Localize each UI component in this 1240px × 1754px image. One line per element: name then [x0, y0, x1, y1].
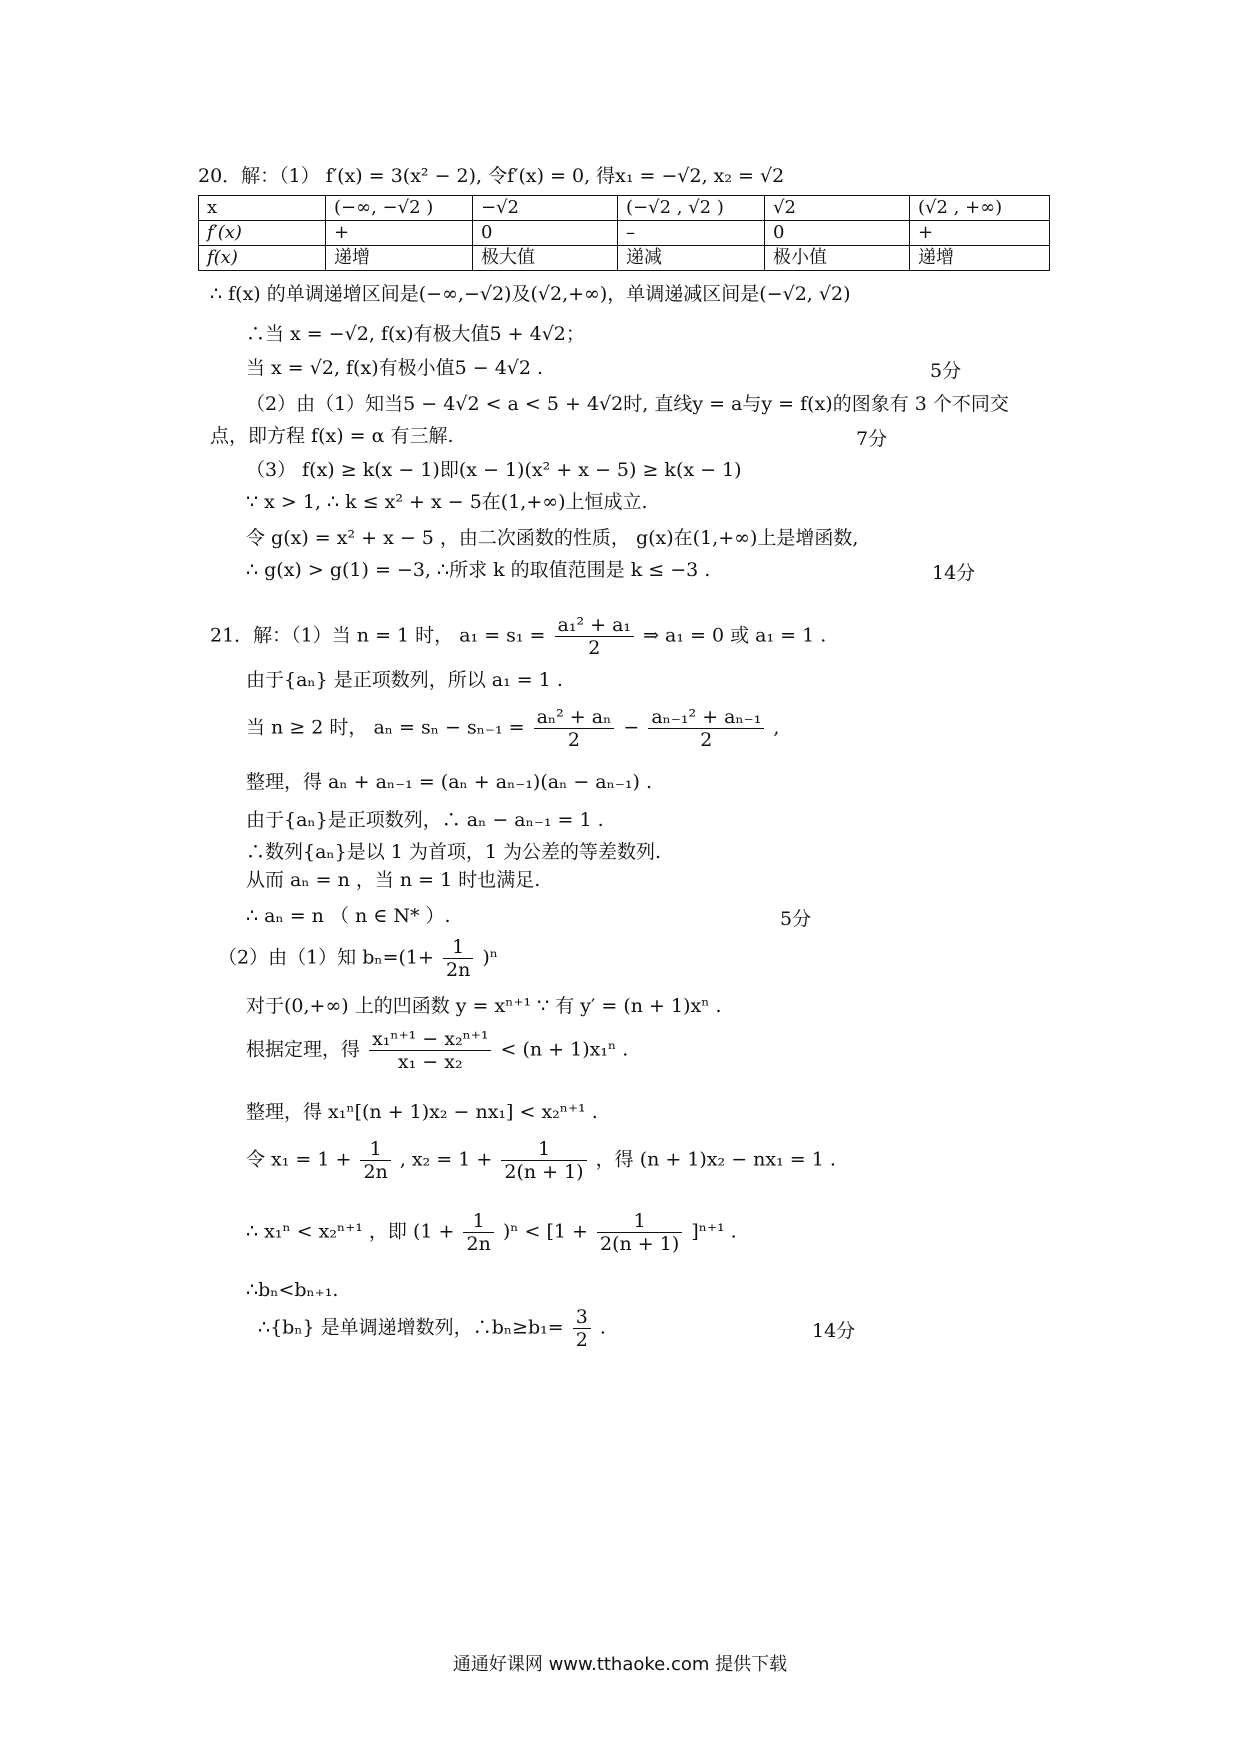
- q21-line14-a: ∴ x₁ⁿ < x₂ⁿ⁺¹ ，即: [246, 1220, 407, 1243]
- table-cell: +: [910, 221, 1050, 246]
- q21-line14: [246, 1210, 737, 1255]
- fraction-num: 3: [573, 1306, 591, 1329]
- fraction-den: 2(n + 1): [600, 1233, 680, 1255]
- q21-line11-a: 根据定理，得: [246, 1038, 361, 1061]
- q20-monotonic-intervals: ∴ f(x) 的单调递增区间是(−∞,−√2)及(√2,+∞)，单调递减区间是(−√2, √2): [210, 283, 851, 305]
- fraction-den: x₁ − x₂: [397, 1051, 463, 1073]
- q20-min-value: 当 x = √2, f(x)有极小值5 − 4√2 .: [246, 357, 544, 379]
- table-cell: –: [618, 221, 765, 246]
- q21-line1-a: 21．解：（1）当 n = 1 时， a₁ = s₁ =: [210, 624, 546, 647]
- fraction: [443, 936, 473, 981]
- q20-part3-line4: ∴ g(x) > g(1) = −3, ∴所求 k 的取值范围是 k ≤ −3 .: [246, 559, 711, 581]
- fraction-num: x₁ⁿ⁺¹ − x₂ⁿ⁺¹: [369, 1028, 491, 1051]
- table-cell: 0: [473, 221, 618, 246]
- q21-line1-b: ⇒ a₁ = 0 或 a₁ = 1 .: [643, 624, 827, 647]
- q21-line7: 从而 aₙ = n ，当 n = 1 时也满足.: [246, 869, 541, 891]
- q21-line3-a: 当 n ≥ 2 时， aₙ = sₙ − sₙ₋₁ =: [246, 716, 525, 739]
- q21-line9: [218, 936, 498, 981]
- q21-line11-b: < (n + 1)x₁ⁿ .: [500, 1038, 629, 1061]
- fraction-num: 1: [597, 1210, 682, 1233]
- q21-line16-b: .: [599, 1316, 606, 1339]
- fraction: [555, 614, 635, 659]
- table-cell: 递增: [326, 246, 473, 271]
- q21-line14-c: )ⁿ <: [502, 1220, 541, 1243]
- q21-score-2: 14分: [812, 1320, 856, 1342]
- q21-line2: 由于{aₙ} 是正项数列，所以 a₁ = 1 .: [246, 669, 563, 691]
- q21-line13: [246, 1138, 836, 1183]
- fraction: [360, 1138, 390, 1183]
- q20-part3-line2: ∵ x > 1, ∴ k ≤ x² + x − 5在(1,+∞)上恒成立.: [246, 491, 648, 513]
- q21-line11: [246, 1028, 628, 1073]
- q21-line10: 对于(0,+∞) 上的凹函数 y = xⁿ⁺¹ ∵ 有 y′ = (n + 1)xⁿ .: [246, 995, 722, 1017]
- q21-line3: [246, 706, 779, 751]
- q21-score-1: 5分: [780, 908, 812, 930]
- q21-line13-b: , x₂ = 1 +: [399, 1148, 493, 1171]
- q21-line14-d: [1 +: [546, 1220, 588, 1243]
- q21-line13-a: 令 x₁ = 1 +: [246, 1148, 352, 1171]
- q21-line6: ∴数列{aₙ}是以 1 为首项，1 为公差的等差数列.: [246, 841, 662, 863]
- fraction-num: 1: [463, 1210, 493, 1233]
- fraction: [534, 706, 615, 751]
- table-cell: (−∞, −√2 ): [326, 196, 473, 221]
- table-cell: f′(x): [199, 221, 326, 246]
- q21-line15: ∴bₙ<bₙ₊₁.: [246, 1279, 339, 1301]
- fraction: [597, 1210, 682, 1255]
- table-cell: √2: [765, 196, 910, 221]
- table-row-x: [199, 196, 1050, 221]
- fraction-num: 1: [443, 936, 473, 959]
- fraction-den: 2(n + 1): [504, 1161, 584, 1183]
- q21-line9-a: （2）由（1）知 bₙ=(1+: [218, 946, 434, 969]
- table-cell: x: [199, 196, 326, 221]
- q20-score-3: 14分: [932, 562, 976, 584]
- q21-line12: 整理，得 x₁ⁿ[(n + 1)x₂ − nx₁] < x₂ⁿ⁺¹ .: [246, 1101, 598, 1123]
- q20-score-2: 7分: [856, 428, 888, 450]
- fraction-den: 2: [575, 1329, 588, 1351]
- q20-score-1: 5分: [930, 360, 962, 382]
- q21-line13-c: ，得 (n + 1)x₂ − nx₁ = 1 .: [595, 1148, 836, 1171]
- q20-header: 20．解：（1） f′(x) = 3(x² − 2), 令f′(x) = 0, 得x₁ = −√2, x₂ = √2: [198, 165, 785, 187]
- q21-line14-e: ]ⁿ⁺¹ .: [691, 1220, 737, 1243]
- fraction-num: a₁² + a₁: [555, 614, 635, 637]
- q20-part3-line3: 令 g(x) = x² + x − 5 ，由二次函数的性质， g(x)在(1,+∞)上是增函数,: [246, 527, 859, 549]
- fraction-den: 2: [588, 637, 601, 659]
- fraction-den: 2n: [446, 959, 471, 981]
- q21-line8: ∴ aₙ = n （ n ∈ N* ）.: [246, 905, 451, 927]
- fraction-den: 2: [700, 729, 713, 751]
- fraction-num: 1: [360, 1138, 390, 1161]
- q20-part2-line1: （2）由（1）知当5 − 4√2 < a < 5 + 4√2时, 直线y = a与y = f(x)的图象有 3 个不同交: [246, 393, 1009, 415]
- fraction-den: 2: [567, 729, 580, 751]
- table-cell: −√2: [473, 196, 618, 221]
- q21-line9-b: )ⁿ: [482, 946, 499, 969]
- table-cell: 极大值: [473, 246, 618, 271]
- table-cell: 递减: [618, 246, 765, 271]
- table-cell: 0: [765, 221, 910, 246]
- fraction: [648, 706, 764, 751]
- fraction-num: 1: [501, 1138, 586, 1161]
- table-cell: (√2 , +∞): [910, 196, 1050, 221]
- minus-sign: −: [623, 716, 640, 739]
- q21-line1: [210, 614, 826, 659]
- fraction: [573, 1306, 591, 1351]
- table-cell: f(x): [199, 246, 326, 271]
- fraction: [463, 1210, 493, 1255]
- q20-part3-line1: （3） f(x) ≥ k(x − 1)即(x − 1)(x² + x − 5) ≥ k(x − 1): [246, 459, 742, 481]
- q20-part2-line2: 点，即方程 f(x) = α 有三解.: [210, 425, 454, 447]
- fraction-den: 2n: [363, 1161, 388, 1183]
- fraction: [369, 1028, 491, 1073]
- table-cell: +: [326, 221, 473, 246]
- q20-max-value: ∴当 x = −√2, f(x)有极大值5 + 4√2；: [246, 323, 585, 345]
- table-row-derivative: [199, 221, 1050, 246]
- footer-source: 通通好课网 www.tthaoke.com 提供下载: [452, 1654, 788, 1675]
- table-row-function: [199, 246, 1050, 271]
- comma: ,: [773, 716, 780, 739]
- table-cell: (−√2 , √2 ): [618, 196, 765, 221]
- fraction-num: aₙ₋₁² + aₙ₋₁: [648, 706, 764, 729]
- q21-line16: [258, 1306, 606, 1351]
- q21-line14-b: (1 +: [412, 1220, 455, 1243]
- derivative-sign-table: [198, 195, 1050, 271]
- fraction-den: 2n: [466, 1233, 491, 1255]
- fraction-num: aₙ² + aₙ: [534, 706, 615, 729]
- q21-line16-a: ∴{bₙ} 是单调递增数列，∴bₙ≥b₁=: [258, 1316, 564, 1339]
- table-cell: 极小值: [765, 246, 910, 271]
- fraction: [501, 1138, 586, 1183]
- q21-line4: 整理，得 aₙ + aₙ₋₁ = (aₙ + aₙ₋₁)(aₙ − aₙ₋₁) .: [246, 771, 652, 793]
- table-cell: 递增: [910, 246, 1050, 271]
- q21-line5: 由于{aₙ}是正项数列，∴ aₙ − aₙ₋₁ = 1 .: [246, 809, 604, 831]
